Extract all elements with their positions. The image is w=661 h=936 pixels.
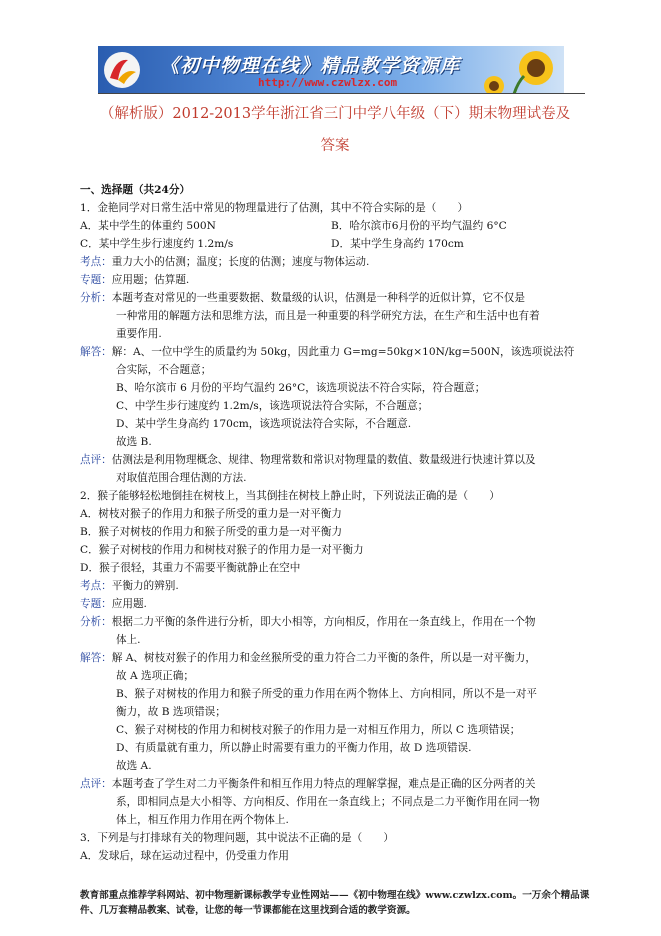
section-tag: 分析： — [80, 616, 112, 628]
line-text: D、有质量就有重力，所以静止时需要有重力的平衡力作用，故 D 选项错误. — [116, 742, 472, 754]
text-line — [80, 344, 574, 360]
section-tag: 考点： — [80, 256, 112, 268]
banner-title: 《初中物理在线》精品教学资源库 — [160, 55, 461, 77]
line-text: C、猴子对树枝的作用力和树枝对猴子的作用力是一对相互作用力，所以 C 选项错误； — [116, 724, 521, 736]
text-line — [331, 236, 464, 252]
text-line — [80, 200, 468, 216]
text-line — [116, 416, 411, 432]
text-line — [116, 704, 226, 720]
header-divider — [98, 93, 585, 94]
line-text: B．哈尔滨市6月份的平均气温约 6°C — [331, 220, 507, 232]
text-line — [116, 398, 428, 414]
section-tag: 解答： — [80, 346, 112, 358]
text-line — [80, 524, 342, 540]
text-line — [116, 794, 540, 810]
line-text: 本题考查了学生对二力平衡条件和相互作用力特点的理解掌握，难点是正确的区分两者的关 — [111, 778, 536, 790]
line-text: C．某中学生步行速度约 1.2m/s — [80, 238, 234, 250]
section-tag: 解答： — [80, 652, 112, 664]
line-text: 根据二力平衡的条件进行分析，即大小相等，方向相反，作用在一条直线上，作用在一个物 — [111, 616, 536, 628]
line-text: D、某中学生身高约 170cm，该选项说法符合实际，不合题意. — [116, 418, 412, 430]
section-tag: 点评： — [80, 778, 112, 790]
section-tag: 分析： — [80, 292, 112, 304]
line-text: 解：A、一位中学生的质量约为 50kg，因此重力 G=mg=50kg×10N/kg=500N，该选项说法符 — [111, 346, 575, 358]
line-text: 一种常用的解题方法和思维方法，而且是一种重要的科学研究方法，在生产和生活中也有着 — [116, 310, 540, 322]
line-text: 体上，相互作用力作用在两个物体上. — [116, 814, 289, 826]
line-text: 一、选择题（共24分） — [80, 184, 191, 196]
line-text: 对取值范围合理估测的方法. — [116, 472, 247, 484]
line-text: A．树枝对猴子的作用力和猴子所受的重力是一对平衡力 — [80, 508, 342, 520]
text-line — [116, 740, 472, 756]
section-tag: 考点： — [80, 580, 112, 592]
text-line — [116, 632, 141, 648]
text-line — [116, 758, 152, 774]
text-line — [331, 218, 507, 234]
line-text: 估测法是利用物理概念、规律、物理常数和常识对物理量的数值、数量级进行快速计算以及 — [111, 454, 536, 466]
text-line — [80, 272, 189, 288]
line-text: D．某中学生身高约 170cm — [331, 238, 464, 250]
line-text: 体上. — [116, 634, 141, 646]
footer-line-2: 件、几万套精品教案、试卷，让您的每一节课都能在这里找到合适的教学资源。 — [80, 905, 416, 916]
header-banner — [98, 46, 564, 94]
text-line — [80, 578, 179, 594]
text-line — [80, 506, 342, 522]
line-text: C．猴子对树枝的作用力和树枝对猴子的作用力是一对平衡力 — [80, 544, 364, 556]
line-text: 合实际，不合题意； — [116, 364, 212, 376]
text-line — [80, 848, 289, 864]
line-text: 应用题；估算题. — [111, 274, 190, 286]
line-text: 应用题. — [111, 598, 147, 610]
line-text: A．某中学生的体重约 500N — [80, 220, 216, 232]
line-text: A．发球后，球在运动过程中，仍受重力作用 — [80, 850, 289, 862]
section-tag: 专题： — [80, 274, 112, 286]
line-text: 平衡力的辨别. — [111, 580, 179, 592]
text-line — [116, 812, 289, 828]
text-line — [80, 776, 536, 792]
text-line — [80, 650, 536, 666]
text-line — [80, 542, 364, 558]
line-text: B、猴子对树枝的作用力和猴子所受的重力作用在两个物体上、方向相同，所以不是一对平 — [116, 688, 537, 700]
footer-line-1: 教育部重点推荐学科网站、初中物理新课标教学专业性网站——《初中物理在线》www.czwlzx.com。一万余个精品课 — [80, 890, 590, 901]
text-line — [116, 380, 485, 396]
line-text: 解 A、树枝对猴子的作用力和金丝猴所受的重力符合二力平衡的条件，所以是一对平衡力， — [111, 652, 536, 664]
line-text: 2．猴子能够轻松地倒挂在树枝上，当其倒挂在树枝上静止时，下列说法正确的是（ ） — [80, 490, 500, 502]
line-text: 系，即相同点是大小相等、方向相反、作用在一条直线上；不同点是二力平衡作用在同一物 — [116, 796, 540, 808]
text-line — [80, 488, 500, 504]
text-line — [80, 236, 233, 252]
text-line — [80, 830, 394, 846]
text-line — [116, 362, 211, 378]
line-text: D．猴子很轻，其重力不需要平衡就静止在空中 — [80, 562, 301, 574]
line-text: 重要作用. — [116, 328, 162, 340]
text-line — [80, 614, 536, 630]
line-text: 故 A 选项正确； — [116, 670, 194, 682]
logo-icon — [102, 50, 142, 90]
line-text: B．猴子对树枝的作用力和猴子所受的重力是一对平衡力 — [80, 526, 343, 538]
text-line — [116, 470, 247, 486]
line-text: 故选 B. — [116, 436, 152, 448]
line-text: 故选 A. — [116, 760, 152, 772]
text-line — [116, 722, 520, 738]
line-text: 3．下列是与打排球有关的物理问题，其中说法不正确的是（ ） — [80, 832, 394, 844]
text-line — [116, 326, 162, 342]
text-line — [116, 686, 537, 702]
text-line — [80, 254, 369, 270]
banner-url: http://www.czwlzx.com — [258, 76, 398, 89]
text-line — [80, 218, 216, 234]
text-line — [80, 452, 536, 468]
text-line — [80, 182, 190, 198]
document-title: （解析版）2012-2013学年浙江省三门中学八年级（下）期末物理试卷及 — [99, 106, 571, 122]
line-text: 衡力，故 B 选项错误； — [116, 706, 226, 718]
text-line — [80, 596, 147, 612]
line-text: 1．金艳同学对日常生活中常见的物理量进行了估测，其中不符合实际的是（ ） — [80, 202, 469, 214]
text-line — [116, 668, 194, 684]
text-line — [80, 290, 525, 306]
line-text: 本题考查对常见的一些重要数据、数量级的认识，估测是一种科学的近似计算，它不仅是 — [111, 292, 525, 304]
line-text: C、中学生步行速度约 1.2m/s，该选项说法符合实际，不合题意； — [116, 400, 429, 412]
document-title-continued: 答案 — [320, 138, 350, 154]
sunflower-icon — [474, 46, 564, 94]
text-line — [80, 560, 300, 576]
text-line — [116, 434, 152, 450]
section-tag: 专题： — [80, 598, 112, 610]
line-text: B、哈尔滨市 6 月份的平均气温约 26°C，该选项说法不符合实际，符合题意； — [116, 382, 486, 394]
text-line — [116, 308, 540, 324]
line-text: 重力大小的估测；温度；长度的估测；速度与物体运动. — [111, 256, 370, 268]
section-tag: 点评： — [80, 454, 112, 466]
